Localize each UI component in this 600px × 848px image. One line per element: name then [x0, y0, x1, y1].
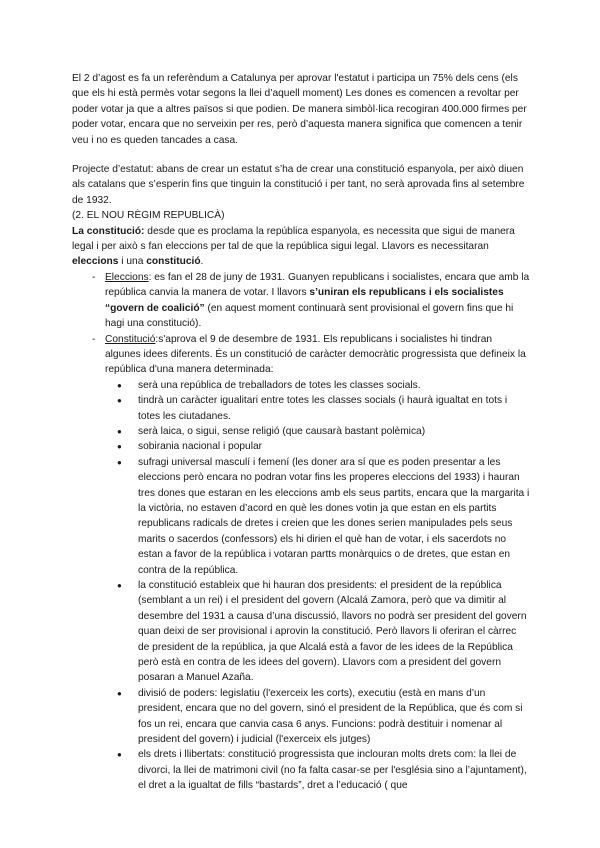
- bullet-icon: ●: [117, 442, 122, 452]
- constitucio-bold-constitucio: constitució: [146, 256, 201, 268]
- bullet-text: serà laica, o sigui, sense religió (que causarà bastant polèmica): [138, 425, 426, 437]
- eleccions-bold: s’uniran els republicans i els socialistes “govern de coalició”: [105, 287, 504, 314]
- list-item: [105, 439, 530, 454]
- constitucio-text-1: desde que es proclama la república espanyola, es necessita que sigui de manera legal i per això s fan eleccions per tal de que la república sigui legal. Llavors es necessitaran: [72, 225, 515, 253]
- list-item-eleccions: [72, 270, 530, 332]
- bullet-icon: ●: [117, 457, 122, 467]
- bullet-icon: ●: [117, 426, 122, 436]
- list-item: [105, 578, 530, 686]
- dash-list: [72, 270, 530, 794]
- list-item: [105, 393, 530, 424]
- eleccions-text-2: (en aquest moment continuarà sent provisional el govern fins que hi hagi una constitució).: [105, 302, 514, 330]
- list-item: [105, 455, 530, 578]
- constitucio-text-3: .: [200, 256, 204, 268]
- list-item: [105, 747, 530, 793]
- paragraph-referendum: El 2 d’agost es fa un referèndum a Catalunya per aprovar l'estatut i participa un 75% dels cens (els que els hi està permès votar segons la llei d’aquell moment) Les dones es comencen a revoltar per poder votar ja que a altres països si que podien. De manera simbòl·lica recogiran 400.000 firmes per poder votar, encara que no serveixin per res, però d’aquesta manera significa que comencen a tenir veu i no es queden tancades a casa.: [72, 73, 527, 146]
- bullet-icon: ●: [117, 396, 122, 406]
- bullet-text: els drets i llibertats: constitució progressista que inclouran molts drets com: la llei de divorci, la llei de matrimoni civil (no fa falta casar-se per l'església sino a l’ajuntament), el dret a la igualtat de fills “bastards”, dret a l’educació ( que: [138, 749, 527, 792]
- list-item-constitucio: [72, 332, 530, 794]
- dash-marker: -: [92, 333, 96, 345]
- bullet-text: tindrà un caràcter igualitari entre totes les classes socials (i haurà igualtat en tots i totes les ciutadanes.: [138, 395, 508, 422]
- document-body: [72, 71, 530, 794]
- paragraph-constitucio: [72, 224, 530, 270]
- paragraph-projecte-estatut: Projecte d’estatut: abans de crear un estatut s’ha de crear una constitució espanyola, per això diuen als catalans que s’esperin fins que tinguin la constitució i per tant, no serà aprovada fins al setembre de 1932.: [72, 164, 525, 206]
- bullet-icon: ●: [117, 581, 122, 590]
- bullet-text: sobirania nacional i popular: [138, 441, 263, 453]
- constitucio-item-text: :s'aprova el 9 de desembre de 1931. Els republicans i socialistes hi tindran algunes idees diferents. És un constitució de caràcter democràtic progressista que defineix la república d'una manera determinada:: [105, 333, 526, 376]
- bullet-text: divisió de poders: legislatiu (l'exerceix les corts), executiu (està en mans d’un president, encara que no del govern, sinó el president de la República, que és com si fos un rei, encara que canvia casa 6 anys. Funcions: podrà destituir i nomenar al president del govern) i judicial (l'exerceix els jutges): [138, 687, 523, 746]
- eleccions-text-1: : es fan el 28 de juny de 1931. Guanyen republicans i socialistes, encara que amb la república canvia la manera de votar. I llavors: [105, 271, 530, 299]
- bullet-text: sufragi universal masculí i femení (les doner ara sí que es poden presentar a les eleccions però encara no podran votar fins les properes eleccions del 1933) i hauran tres dones que estaran en les eleccions amb els seus partits, encara que la margarita i la victòria, no estaven d’acord en què les dones votin ja que estan en els partits republicans radicals de dretes i creien que les dones serien manipulades pels seus marits o sacerdos (confessors) els hi dirien el què han de votar, i els sacerdots no estan a favor de la república i votaran partts monàrquics o de dretes, que estan en contra de la república.: [138, 456, 530, 576]
- constitucio-text-2: i una: [118, 256, 147, 268]
- eleccions-label: Eleccions: [105, 271, 149, 283]
- bullet-list: [105, 378, 530, 794]
- dash-marker: -: [92, 271, 96, 283]
- list-item: [105, 378, 530, 393]
- bullet-icon: ●: [117, 750, 122, 760]
- bullet-text: serà una república de treballadors de totes les classes socials.: [138, 379, 421, 391]
- bullet-text: la constitució estableix que hi hauran dos presidents: el president de la república (semblant a un rei) i el president del govern (Alcalá Zamora, però que va dimitir al desembre del 1931 a causa d’una discussió, llavors no podrà ser president del govern quan deixi de ser provisional i aprovin la constitució. Però llavors li oferiran el càrrec de president de la república, ja que Alcalá està a favor de les idees de la República però està en contra de les idees del govern). Llavors com a president del govern posaran a Manuel Azaña.: [138, 580, 527, 684]
- list-item: [105, 424, 530, 439]
- constitucio-item-label: Constitució: [105, 333, 156, 345]
- section-heading: (2. EL NOU RÈGIM REPUBLICÀ): [72, 210, 225, 222]
- list-item: [105, 686, 530, 748]
- constitucio-label: La constitució:: [72, 225, 145, 237]
- bullet-icon: ●: [117, 688, 122, 698]
- paragraph-spacer: [72, 148, 530, 162]
- bullet-icon: ●: [117, 380, 122, 390]
- constitucio-bold-eleccions: eleccions: [72, 256, 119, 268]
